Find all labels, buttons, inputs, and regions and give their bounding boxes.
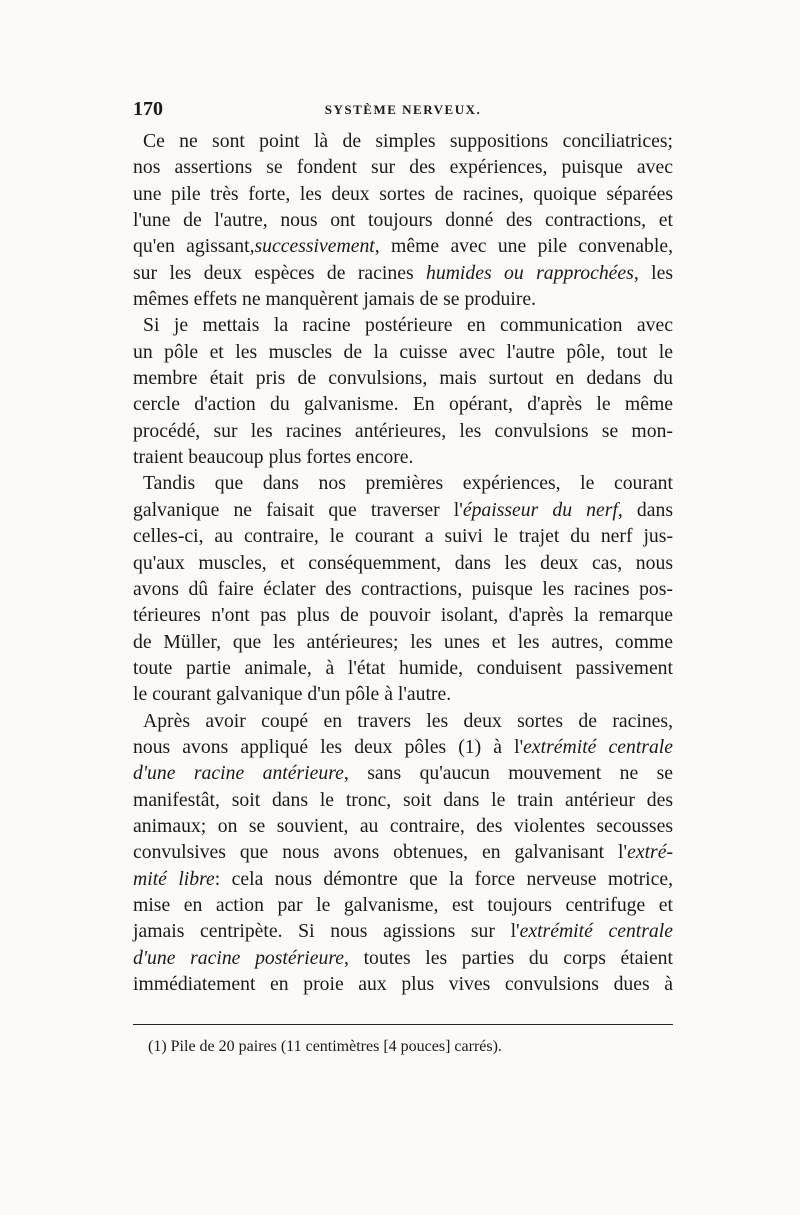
text-line: Après avoir coupé en travers les deux sortes de racines, bbox=[143, 709, 673, 732]
italic-text: mité libre bbox=[133, 867, 215, 890]
text-line: de Müller, que les antérieures; les unes et les autres, comme bbox=[133, 630, 673, 653]
text-line: mité libre: cela nous démontre que la force nerveuse motrice, bbox=[133, 867, 673, 890]
running-head: SYSTÈME NERVEUX. bbox=[324, 102, 482, 117]
text-line: d'une racine postérieure, toutes les parties du corps étaient bbox=[133, 946, 673, 969]
italic-text: extré- bbox=[627, 841, 673, 864]
text-line: nos assertions se fondent sur des expériences, puisque avec bbox=[133, 156, 673, 179]
text-line: sur les deux espèces de racines humides ou rapprochées, les bbox=[133, 261, 674, 284]
footnote: (1) Pile de 20 paires (11 centimètres [4 pouces] carrés). bbox=[148, 1038, 502, 1055]
body-text bbox=[133, 128, 673, 997]
text-line: Si je mettais la racine postérieure en communication avec bbox=[143, 314, 673, 337]
text-line: nous avons appliqué les deux pôles (1) à l'extrémité centrale bbox=[133, 735, 674, 758]
text-line: une pile très forte, les deux sortes de racines, quoique séparées bbox=[133, 182, 673, 205]
text-line: toute partie animale, à l'état humide, conduisent passivement bbox=[133, 656, 673, 679]
text-line: un pôle et les muscles de la cuisse avec l'autre pôle, tout le bbox=[133, 340, 673, 363]
text-line: convulsives que nous avons obtenues, en galvanisant l'extré- bbox=[133, 841, 673, 864]
text-line: qu'aux muscles, et conséquemment, dans les deux cas, nous bbox=[133, 551, 673, 574]
italic-text: d'une racine antérieure bbox=[133, 762, 344, 785]
page-header bbox=[133, 98, 673, 120]
text-line: immédiatement en proie aux plus vives convulsions dues à bbox=[133, 973, 673, 995]
text-line: d'une racine antérieure, sans qu'aucun mouvement ne se bbox=[133, 762, 674, 785]
footnote-rule bbox=[133, 1024, 673, 1025]
text-line: qu'en agissant,successivement, même avec une pile convenable, bbox=[133, 235, 673, 258]
text-line: térieures n'ont pas plus de pouvoir isolant, d'après la remarque bbox=[133, 604, 673, 627]
page-number: 170 bbox=[133, 98, 163, 120]
italic-text: extrémité centrale bbox=[519, 920, 673, 943]
text-line: celles-ci, au contraire, le courant a suivi le trajet du nerf jus- bbox=[133, 525, 673, 548]
text-line: galvanique ne faisait que traverser l'épaisseur du nerf, dans bbox=[133, 498, 673, 521]
text-line: cercle d'action du galvanisme. En opérant, d'après le même bbox=[133, 393, 673, 416]
text-line: Tandis que dans nos premières expériences, le courant bbox=[143, 472, 673, 495]
text-line: jamais centripète. Si nous agissions sur l'extrémité centrale bbox=[133, 920, 673, 943]
italic-text: successivement bbox=[254, 235, 375, 258]
text-line: procédé, sur les racines antérieures, les convulsions se mon- bbox=[133, 419, 673, 442]
italic-text: épaisseur du nerf bbox=[462, 498, 618, 521]
text-line: mêmes effets ne manquèrent jamais de se produire. bbox=[133, 288, 537, 311]
text-line: mise en action par le galvanisme, est toujours centrifuge et bbox=[133, 893, 673, 916]
text-line: membre était pris de convulsions, mais surtout en dedans du bbox=[133, 367, 673, 390]
text-line: l'une de l'autre, nous ont toujours donné des contractions, et bbox=[133, 209, 673, 232]
italic-text: d'une racine postérieure bbox=[133, 946, 345, 969]
text-line: manifestât, soit dans le tronc, soit dans le train antérieur des bbox=[133, 788, 673, 811]
text-line: animaux; on se souvient, au contraire, des violentes secousses bbox=[133, 814, 673, 837]
text-line: traient beaucoup plus fortes encore. bbox=[133, 446, 414, 469]
text-line: avons dû faire éclater des contractions, puisque les racines pos- bbox=[133, 577, 673, 600]
text-line: le courant galvanique d'un pôle à l'autre. bbox=[133, 683, 452, 706]
italic-text: humides ou rapprochées bbox=[426, 261, 634, 284]
text-line: Ce ne sont point là de simples suppositions conciliatrices; bbox=[143, 130, 673, 152]
italic-text: extrémité centrale bbox=[523, 735, 674, 758]
